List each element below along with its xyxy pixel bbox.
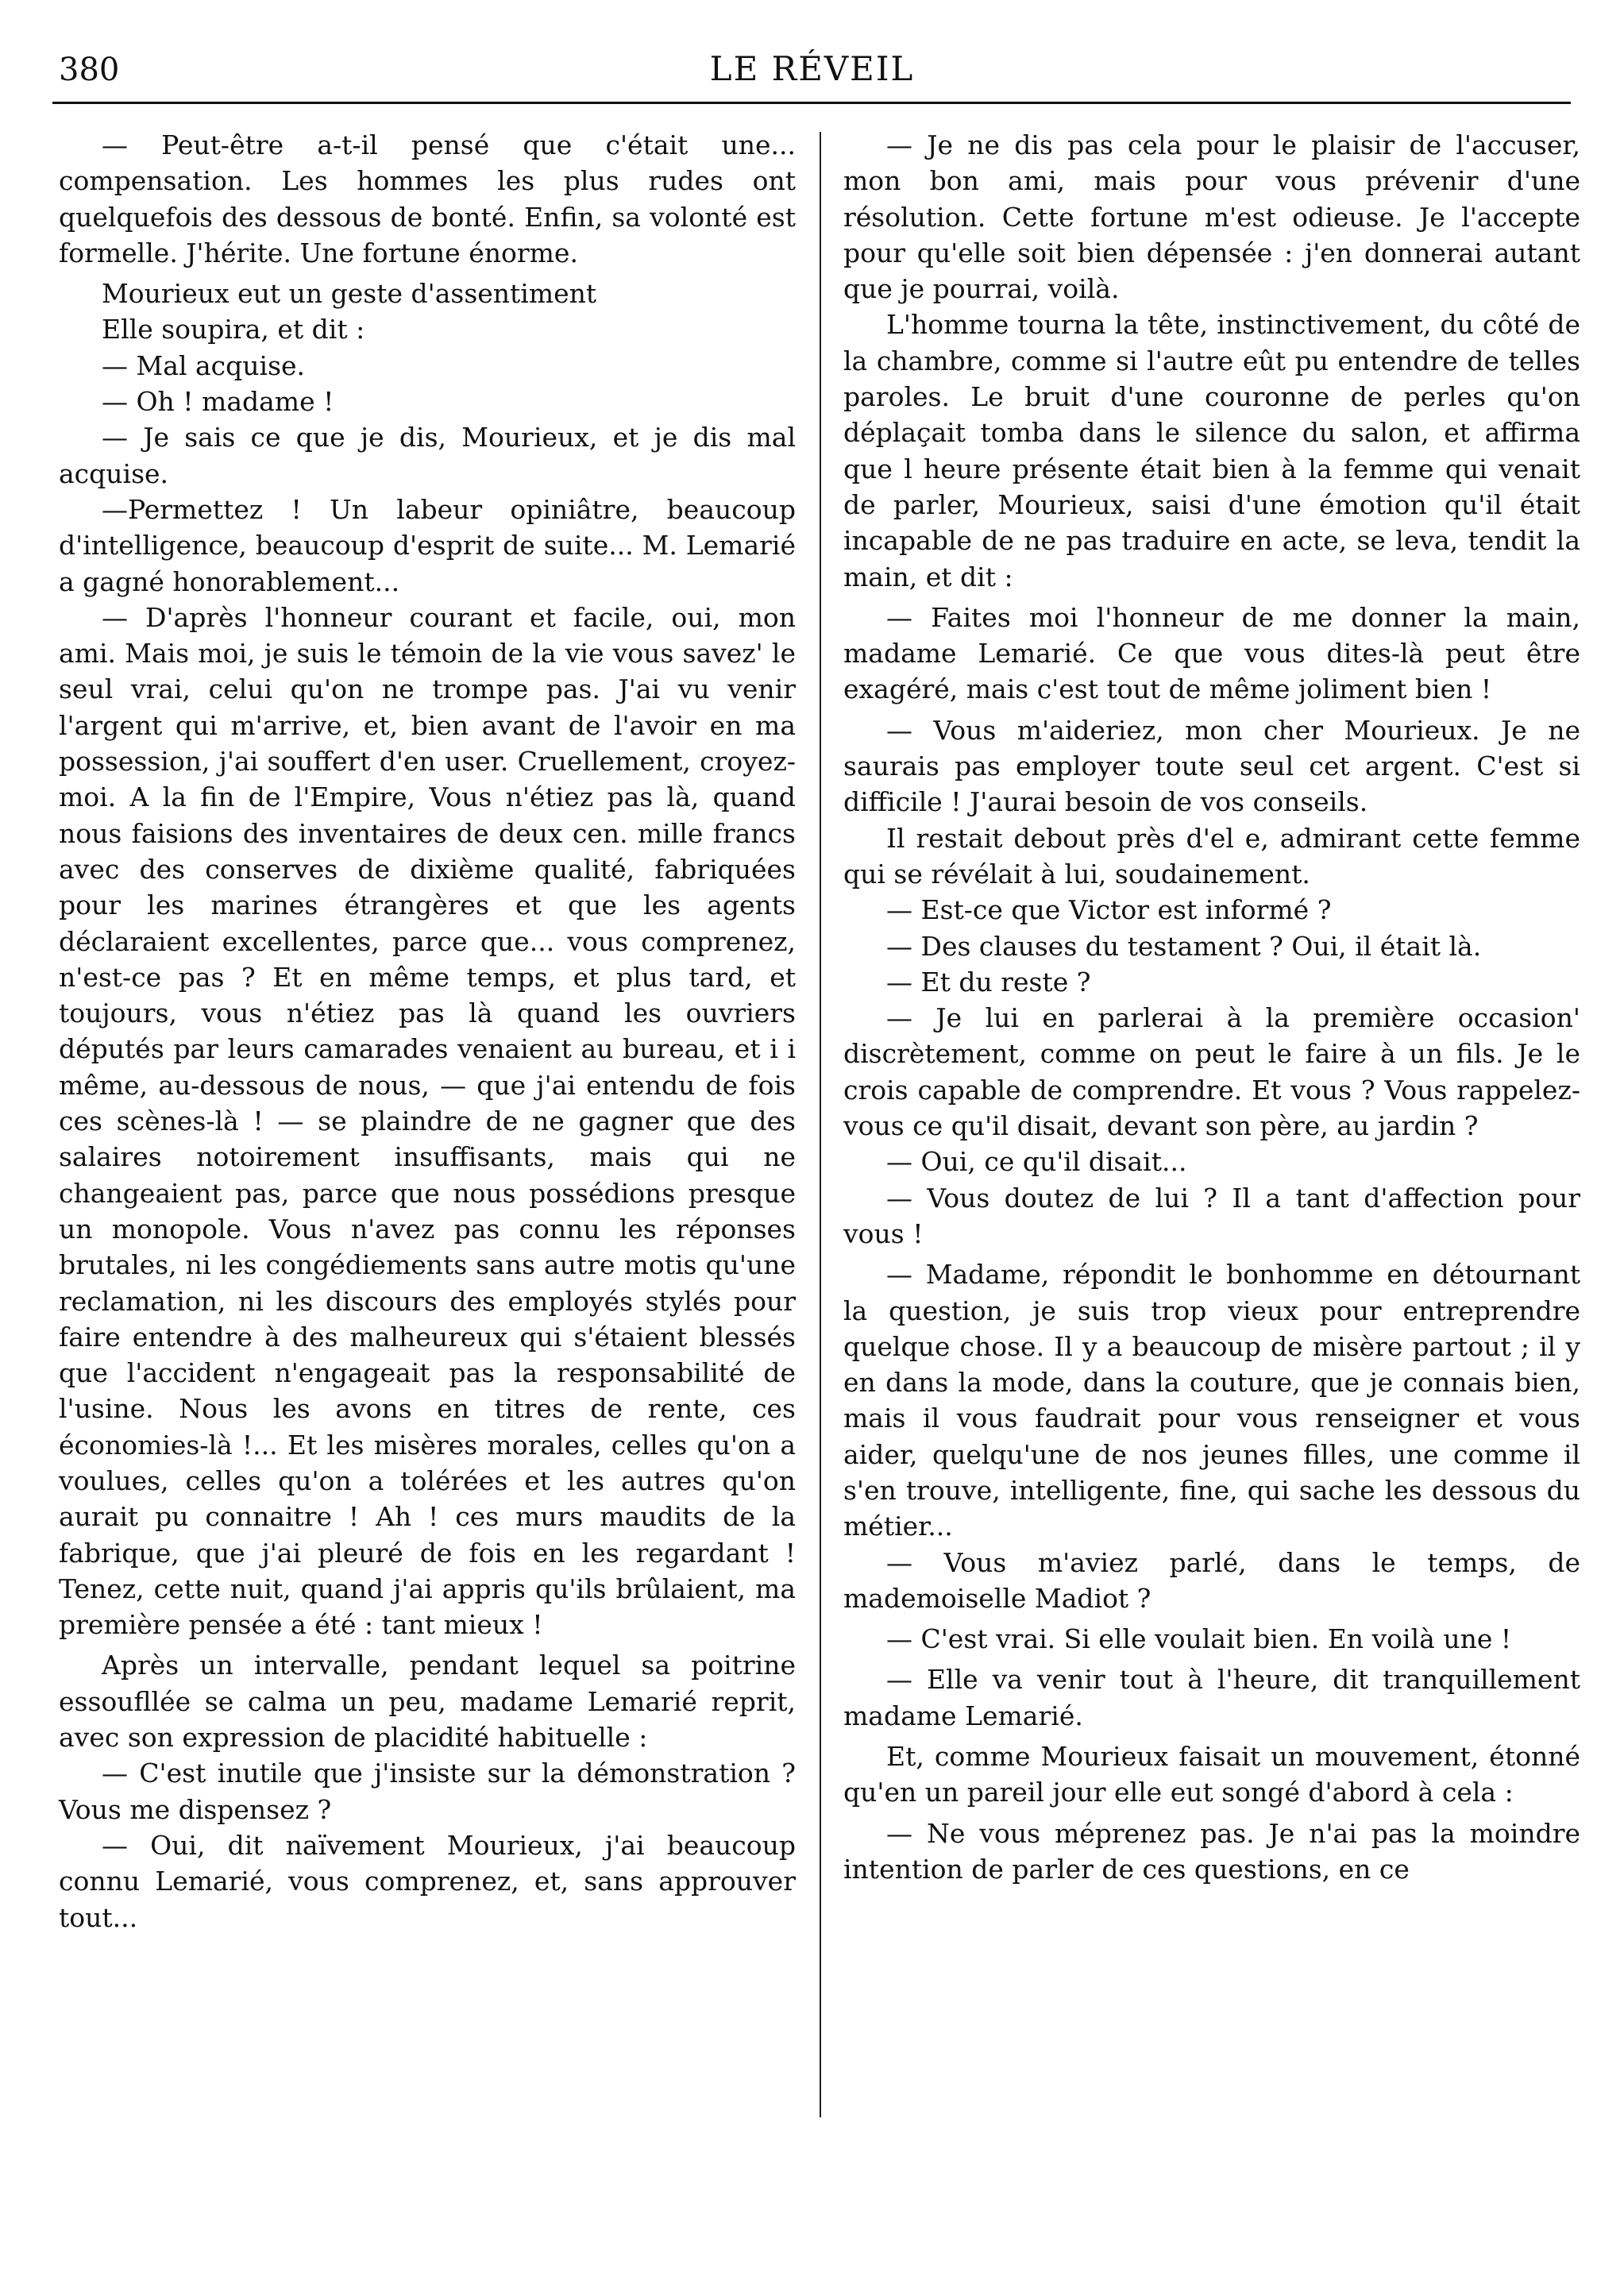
- running-title: LE RÉVEIL: [709, 49, 915, 88]
- paragraph: — Est-ce que Victor est informé ?: [886, 894, 1332, 926]
- paragraph: — Vous doutez de lui ? Il a tant d'affection pour vous !: [843, 1182, 1580, 1249]
- header-rule: [52, 102, 1571, 104]
- paragraph: — Oui, ce qu'il disait...: [886, 1146, 1187, 1178]
- paragraph: Et, comme Mourieux faisait un mouvement, étonné qu'en un pareil jour elle eut songé d'abord à cela :: [843, 1741, 1580, 1808]
- paragraph: — Peut-être a-t-il pensé que c'était une... compensation. Les hommes les plus rudes ont quelquefois des dessous de bonté. Enfin, sa volonté est formelle. J'hérite. Une fortune énorme.: [59, 129, 796, 268]
- paragraph: Après un intervalle, pendant lequel sa poitrine essoufllée se calma un peu, madame Lemarié reprit, avec son expression de placidité habituelle :: [59, 1650, 796, 1754]
- paragraph: — Vous m'aviez parlé, dans le temps, de mademoiselle Madiot ?: [843, 1546, 1580, 1614]
- paragraph: —Permettez ! Un labeur opiniâtre, beaucoup d'intelligence, beaucoup d'esprit de suite... M. Lemarié a gagné honorablement...: [59, 493, 796, 597]
- right-column: [843, 127, 1580, 1887]
- paragraph: — Ne vous méprenez pas. Je n'ai pas la moindre intention de parler de ces questions, en ce: [843, 1817, 1580, 1885]
- paragraph: — Je sais ce que je dis, Mourieux, et je dis mal acquise.: [59, 422, 796, 489]
- paragraph: — Oh ! madame !: [102, 386, 334, 418]
- paragraph: — Vous m'aideriez, mon cher Mourieux. Je ne saurais pas employer toute seul cet argent. C'est si difficile ! J'aurai besoin de vos conseils.: [843, 714, 1580, 818]
- paragraph: — Faites moi l'honneur de me donner la main, madame Lemarié. Ce que vous dites-là peut être exagéré, mais c'est tout de même joliment bien !: [843, 601, 1580, 705]
- paragraph: — Madame, répondit le bonhomme en détournant la question, je suis trop vieux pour entreprendre quelque chose. Il y a beaucoup de misère partout ; il y en dans la mode, dans la couture, que je connais bien, mais il vous faudrait pour vous renseigner et vous aider, quelqu'une de nos jeunes filles, une comme il s'en trouve, intelligente, fine, qui sache les dessous du métier...: [843, 1259, 1580, 1542]
- paragraph: — Et du reste ?: [886, 966, 1091, 998]
- paragraph: Il restait debout près d'el e, admirant cette femme qui se révélait à lui, soudainement.: [843, 822, 1580, 890]
- paragraph: Mourieux eut un geste d'assentiment: [102, 278, 597, 310]
- paragraph: — Mal acquise.: [102, 349, 306, 381]
- column-divider: [820, 132, 821, 2117]
- paragraph: — Oui, dit naïvement Mourieux, j'ai beaucoup connu Lemarié, vous comprenez, et, sans approuver tout...: [59, 1829, 796, 1933]
- paragraph: — Elle va venir tout à l'heure, dit tranquillement madame Lemarié.: [843, 1664, 1580, 1731]
- paragraph: — C'est inutile que j'insiste sur la démonstration ? Vous me dispensez ?: [59, 1758, 796, 1825]
- page-number: 380: [59, 52, 120, 88]
- paragraph: Elle soupira, et dit :: [102, 314, 365, 345]
- paragraph: — Des clauses du testament ? Oui, il était là.: [886, 930, 1482, 962]
- paragraph: L'homme tourna la tête, instinctivement, du côté de la chambre, comme si l'autre eût pu entendre de telles paroles. Le bruit d'une couronne de perles qu'on déplaçait tomba dans le silence du salon, et affirma que l heure présente était bien à la femme qui venait de parler, Mourieux, saisi d'une émotion qu'il était incapable de ne pas traduire en acte, se leva, tendit la main, et dit :: [843, 309, 1580, 592]
- paragraph: — D'après l'honneur courant et facile, oui, mon ami. Mais moi, je suis le témoin de la vie vous savez' le seul vrai, celui qu'on ne trompe pas. J'ai vu venir l'argent qui m'arrive, et, bien avant de l'avoir en ma possession, j'ai souffert d'en user. Cruellement, croyez-moi. A la fin de l'Empire, Vous n'étiez pas là, quand nous faisions des inventaires de deux cen. mille francs avec des conserves de dixième qualité, fabriquées pour les marines étrangères et que les agents déclaraient excellentes, parce que... vous comprenez, n'est-ce pas ? Et en même temps, et plus tard, et toujours, vous n'étiez pas là quand les ouvriers députés par leurs camarades venaient au bureau, et i i même, au-dessous de nous, — que j'ai entendu de fois ces scènes-là ! — se plaindre de ne gagner que des salaires notoirement insuffisants, mais qui ne changeaient pas, parce que nous possédions presque un monopole. Vous n'avez pas connu les réponses brutales, ni les congédiements sans autre motis qu'une reclamation, ni les discours des employés stylés pour faire entendre à des malheureux qui s'étaient blessés que l'accident n'engageait pas la responsabilité de l'usine. Nous les avons en titres de rente, ces économies-là !... Et les misères morales, celles qu'on a voulues, celles qu'on a tolérées et les autres qu'on aurait pu connaitre ! Ah ! ces murs maudits de la fabrique, que j'ai pleuré de fois en les regardant ! Tenez, cette nuit, quand j'ai appris qu'ils brûlaient, ma première pensée a été : tant mieux !: [59, 601, 796, 1641]
- paragraph: — C'est vrai. Si elle voulait bien. En voilà une !: [886, 1623, 1512, 1655]
- paragraph: — Je ne dis pas cela pour le plaisir de l'accuser, mon bon ami, mais pour vous prévenir d'une résolution. Cette fortune m'est odieuse. Je l'accepte pour qu'elle soit bien dépensée : j'en donnerai autant que je pourrai, voilà.: [843, 129, 1580, 305]
- paragraph: — Je lui en parlerai à la première occasion' discrètement, comme on peut le faire à un fils. Je le crois capable de comprendre. Et vous ? Vous rappelez-vous ce qu'il disait, devant son père, au jardin ?: [843, 1002, 1580, 1142]
- left-column: [59, 127, 796, 1935]
